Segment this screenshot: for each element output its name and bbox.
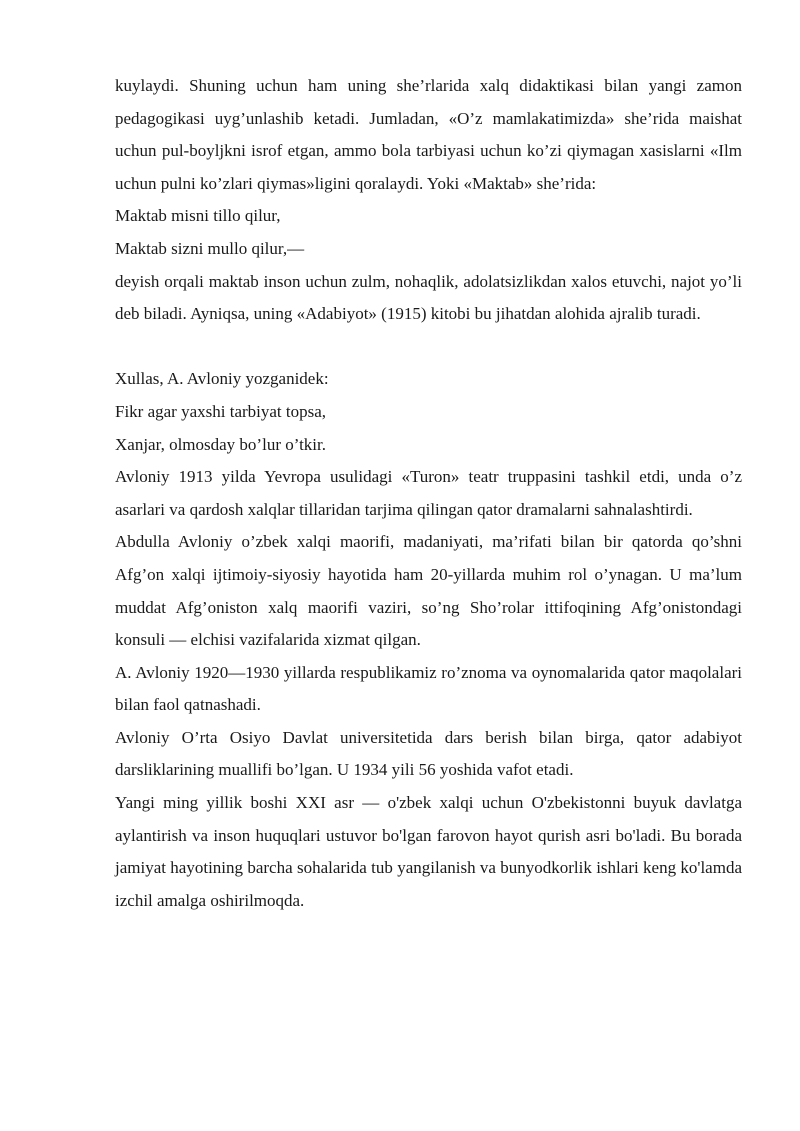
poem-line: Xanjar, olmosday bo’lur o’tkir.: [115, 434, 326, 454]
poem-line: Maktab misni tillo qilur,: [115, 206, 281, 226]
paragraph-xxi-asr: Yangi ming yillik boshi XXI asr — o'zbek xalqi uchun O'zbekistonni buyuk davlatga aylantirish va inson huquqlari ustuvor bo'lgan farovon hayot qurish asri bo'ladi. Bu borada jamiyat hayotining barcha sohalarida tub yangilanish va bunyodkorlik ishlari keng ko'lamda izchil amalga oshirilmoqda.: [115, 793, 742, 910]
blank-line: [115, 331, 742, 364]
paragraph-afgon: Abdulla Avloniy o’zbek xalqi maorifi, madaniyati, ma’rifati bilan bir qatorda qo’shni Afg’on xalqi ijtimoiy-siyosiy hayotida ham 20-yillarda muhim rol o’ynagan. U ma’lum muddat Afg’oniston xalq maorifi vaziri, so’ng Sho’rolar ittifoqining Afg’onistondagi konsuli — elchisi vazifalarida xizmat qilgan.: [115, 532, 742, 650]
paragraph-universitet: Avloniy O’rta Osiyo Davlat universitetida dars berish bilan birga, qator adabiyot darsliklarining muallifi bo’lgan. U 1934 yili 56 yoshida vafot etadi.: [115, 727, 742, 780]
paragraph-turon: Avloniy 1913 yilda Yevropa usulidagi «Turon» teatr truppasini tashkil etdi, unda o’z asarlari va qardosh xalqlar tillaridan tarjima qilingan qator dramalarni sahnalashtirdi.: [115, 467, 742, 519]
paragraph-maktab: deyish orqali maktab inson uchun zulm, nohaqlik, adolatsizlikdan xalos etuvchi, najot yo’li deb biladi. Ayniqsa, uning «Adabiyot» (1915) kitobi bu jihatdan alohida ajralib turadi.: [115, 271, 742, 324]
poem-line: Fikr agar yaxshi tarbiyat topsa,: [115, 401, 327, 421]
document-page: [115, 70, 742, 917]
poem-line: Maktab sizni mullo qilur,—: [115, 238, 305, 258]
paragraph-xullas: Xullas, A. Avloniy yozganidek:: [115, 369, 329, 389]
paragraph-roznoma: A. Avloniy 1920—1930 yillarda respublikamiz ro’znoma va oynomalarida qator maqolalari bilan faol qatnashadi.: [115, 662, 742, 715]
paragraph-intro: kuylaydi. Shuning uchun ham uning she’rlarida xalq didaktikasi bilan yangi zamon pedagogikasi uyg’unlashib ketadi. Jumladan, «O’z mamlakatimizda» she’rida maishat uchun pul-boyljkni isrof etgan, ammo bola tarbiyasi uchun ko’zi qiymagan xasislarni «Ilm uchun pulni ko’zlari qiymas»ligini qoralaydi. Yoki «Maktab» she’rida:: [115, 76, 742, 193]
